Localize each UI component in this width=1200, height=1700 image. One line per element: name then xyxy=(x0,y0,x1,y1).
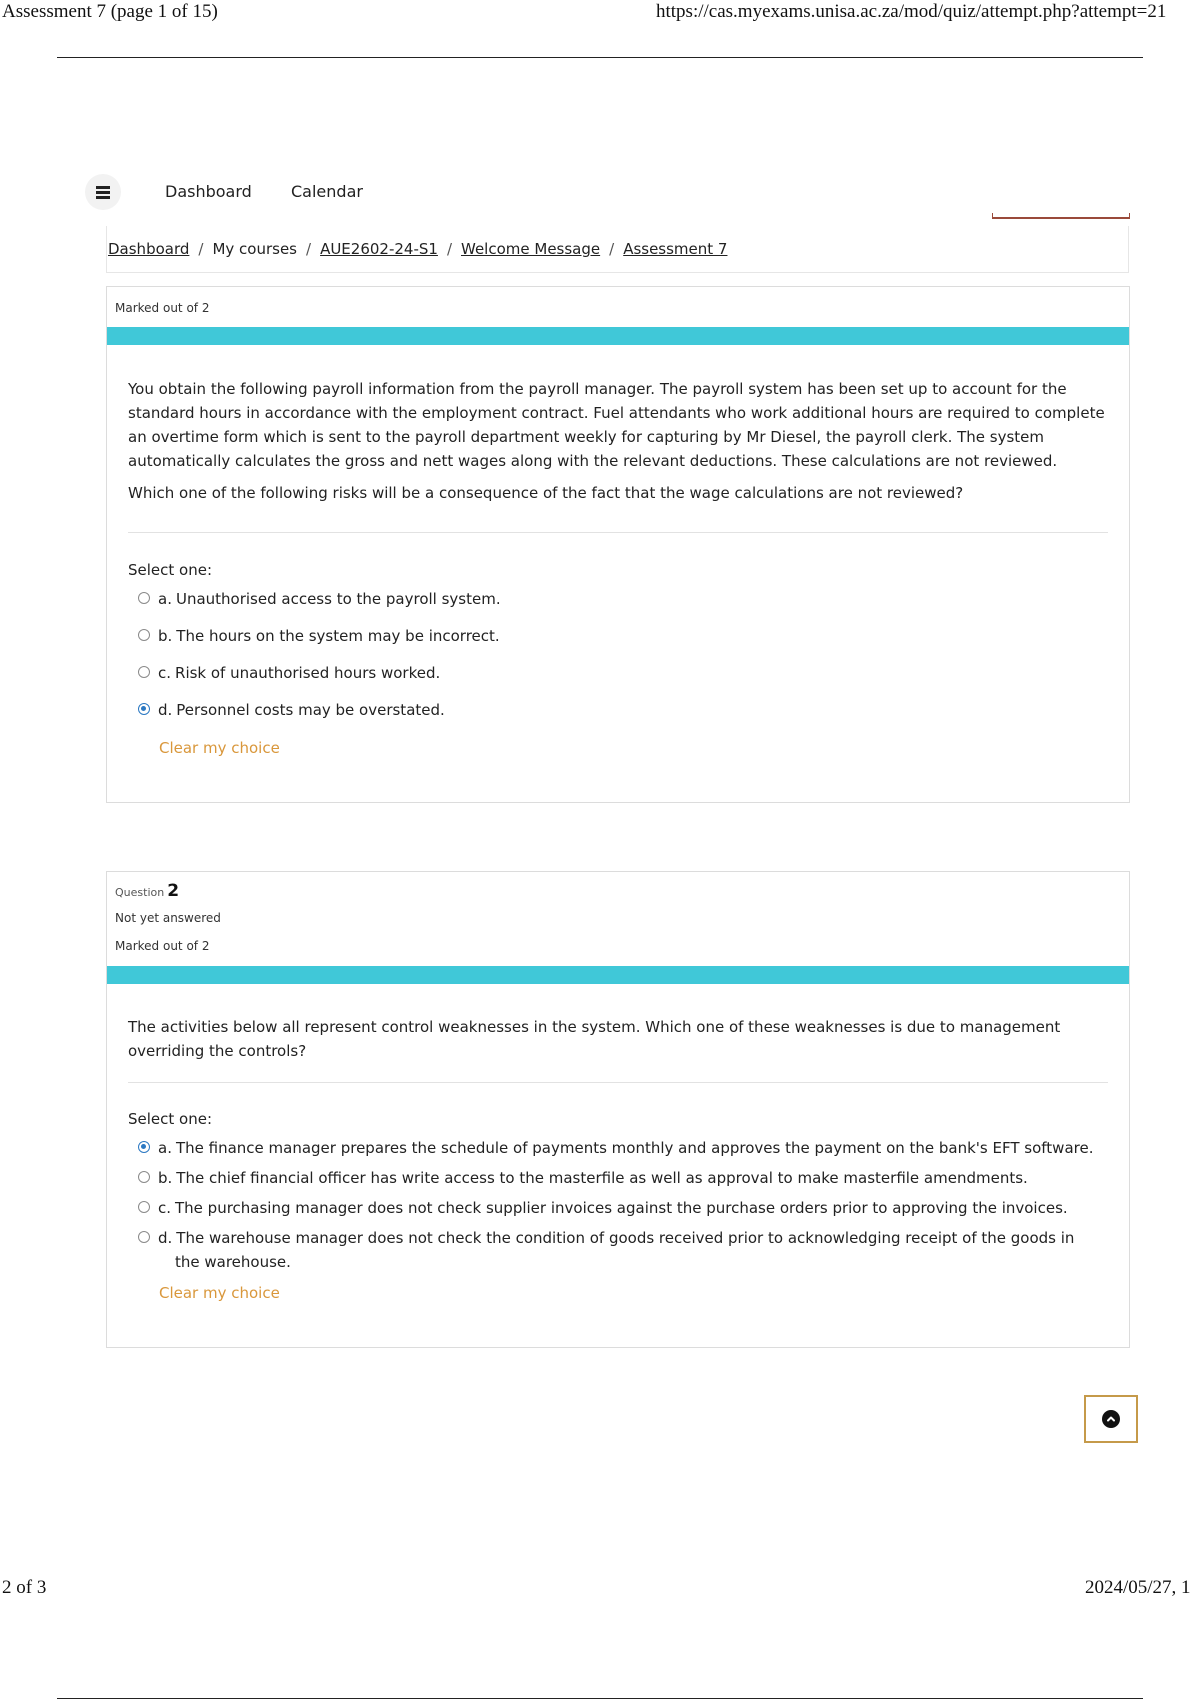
option-letter: b. xyxy=(158,1169,173,1187)
option-letter: a. xyxy=(158,590,172,608)
radio-button[interactable] xyxy=(138,1201,150,1213)
answer-option-d[interactable] xyxy=(138,1226,1098,1274)
radio-button[interactable] xyxy=(138,1231,150,1243)
radio-button[interactable] xyxy=(138,592,150,604)
print-timestamp: 2024/05/27, 1 xyxy=(1085,1577,1191,1598)
option-letter: c. xyxy=(158,1199,172,1217)
question-card-1 xyxy=(106,286,1130,803)
question-text xyxy=(128,1015,1108,1071)
option-text: The purchasing manager does not check supplier invoices against the purchase orders prior to approving the invoices. xyxy=(175,1199,1068,1217)
clear-my-choice-link[interactable]: Clear my choice xyxy=(159,739,280,757)
breadcrumb-separator: / xyxy=(198,240,204,258)
radio-button-selected[interactable] xyxy=(138,703,150,715)
back-to-top-button[interactable] xyxy=(1084,1395,1138,1443)
breadcrumb-my-courses: My courses xyxy=(212,240,297,258)
radio-button[interactable] xyxy=(138,629,150,641)
question-card-2 xyxy=(106,871,1130,1348)
option-letter: b. xyxy=(158,627,173,645)
option-letter: d. xyxy=(158,1229,173,1247)
nav-link-dashboard[interactable]: Dashboard xyxy=(165,182,252,201)
question-divider xyxy=(128,532,1108,533)
answer-option-b[interactable] xyxy=(138,624,1098,648)
breadcrumb-dashboard[interactable]: Dashboard xyxy=(108,240,190,258)
question-text xyxy=(128,377,1108,513)
question-paragraph: The activities below all represent control weaknesses in the system. Which one of these weaknesses is due to management overriding the controls? xyxy=(128,1018,1061,1060)
answer-option-b[interactable] xyxy=(138,1166,1098,1190)
answer-option-c[interactable] xyxy=(138,1196,1098,1220)
arrow-up-circle-icon xyxy=(1102,1410,1120,1428)
breadcrumb-separator: / xyxy=(609,240,615,258)
answer-option-c[interactable] xyxy=(138,661,1098,685)
option-text: The finance manager prepares the schedule of payments monthly and approves the payment on the bank's EFT software. xyxy=(175,1139,1094,1157)
answer-option-d[interactable] xyxy=(138,698,1098,722)
select-one-label: Select one: xyxy=(128,561,213,579)
breadcrumb xyxy=(106,226,1129,273)
question-header-bar xyxy=(107,327,1129,345)
breadcrumb-separator: / xyxy=(446,240,452,258)
answer-option-a[interactable] xyxy=(138,1136,1098,1160)
radio-button[interactable] xyxy=(138,1171,150,1183)
question-number-row xyxy=(107,881,179,901)
select-one-label: Select one: xyxy=(128,1110,213,1128)
answer-option-a[interactable] xyxy=(138,587,1098,611)
clear-my-choice-link[interactable]: Clear my choice xyxy=(159,1284,280,1302)
hamburger-icon[interactable] xyxy=(85,174,121,210)
print-page-count: 2 of 3 xyxy=(2,1577,47,1598)
footer-divider xyxy=(57,1698,1143,1699)
question-number: 2 xyxy=(167,881,180,901)
question-divider xyxy=(128,1082,1108,1083)
option-text: Unauthorised access to the payroll system. xyxy=(175,590,501,608)
print-url: https://cas.myexams.unisa.ac.za/mod/quiz/attempt.php?attempt=21 xyxy=(656,1,1167,22)
question-prompt: Which one of the following risks will be a consequence of the fact that the wage calculations are not reviewed? xyxy=(128,484,964,502)
option-text: The hours on the system may be incorrect. xyxy=(176,627,500,645)
question-label: Question xyxy=(115,886,165,899)
option-letter: c. xyxy=(158,664,172,682)
radio-button[interactable] xyxy=(138,666,150,678)
option-text: The chief financial officer has write access to the masterfile as well as approval to make masterfile amendments. xyxy=(176,1169,1028,1187)
question-marks: Marked out of 2 xyxy=(115,301,210,315)
option-letter: a. xyxy=(158,1139,172,1157)
radio-button-selected[interactable] xyxy=(138,1141,150,1153)
print-header xyxy=(0,0,1200,26)
option-letter: d. xyxy=(158,701,173,719)
question-marks: Marked out of 2 xyxy=(115,939,210,953)
print-footer xyxy=(0,1577,1200,1603)
breadcrumb-course[interactable]: AUE2602-24-S1 xyxy=(320,240,438,258)
breadcrumb-welcome-message[interactable]: Welcome Message xyxy=(461,240,601,258)
nav-active-indicator xyxy=(992,217,1130,219)
nav-link-calendar[interactable]: Calendar xyxy=(291,182,363,201)
question-status: Not yet answered xyxy=(115,911,221,925)
option-text: The warehouse manager does not check the condition of goods received prior to acknowledging receipt of the goods in the warehouse. xyxy=(175,1229,1075,1271)
print-page-title: Assessment 7 (page 1 of 15) xyxy=(2,1,218,22)
breadcrumb-assessment[interactable]: Assessment 7 xyxy=(623,240,728,258)
question-paragraph: You obtain the following payroll information from the payroll manager. The payroll system has been set up to account for the standard hours in accordance with the employment contract. Fuel attendants who work additional hours are required to complete an overtime form which is sent to the payroll department weekly for capturing by Mr Diesel, the payroll clerk. The system automatically calculates the gross and nett wages along with the relevant deductions. These calculations are not reviewed. xyxy=(128,380,1105,470)
breadcrumb-separator: / xyxy=(306,240,312,258)
option-text: Personnel costs may be overstated. xyxy=(176,701,445,719)
question-header-bar xyxy=(107,966,1129,984)
top-navbar xyxy=(85,172,1130,216)
option-text: Risk of unauthorised hours worked. xyxy=(175,664,441,682)
header-divider xyxy=(57,57,1143,58)
